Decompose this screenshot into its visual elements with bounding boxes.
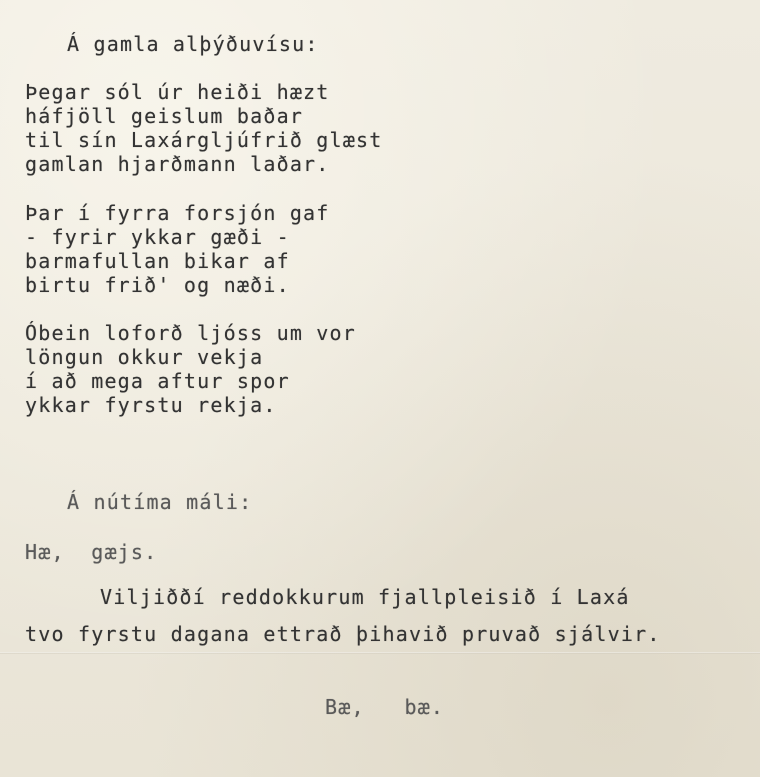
stanza1-line3: til sín Laxárgljúfrið glæst <box>25 128 383 152</box>
heading-old-verse: Á gamla alþýðuvísu: <box>67 32 319 56</box>
stanza2-line2: - fyrir ykkar gæði - <box>25 225 290 249</box>
closing-signoff: Bæ, bæ. <box>325 695 445 719</box>
stanza3-line1: Óbein loforð ljóss um vor <box>25 321 357 345</box>
stanza3-line2: löngun okkur vekja <box>25 345 264 369</box>
stanza1-line4: gamlan hjarðmann laðar. <box>25 152 330 176</box>
body-line-1: Viljiððí reddokkurum fjallpleisið í Laxá <box>100 585 630 609</box>
paper-fold-crease <box>0 652 760 654</box>
stanza2-line1: Þar í fyrra forsjón gaf <box>25 201 330 225</box>
stanza1-line1: Þegar sól úr heiði hæzt <box>25 80 330 104</box>
stanza2-line4: birtu frið' og næði. <box>25 273 290 297</box>
greeting: Hæ, gæjs. <box>25 540 158 564</box>
stanza1-line2: háfjöll geislum baðar <box>25 104 304 128</box>
stanza3-line3: í að mega aftur spor <box>25 369 290 393</box>
stanza3-line4: ykkar fyrstu rekja. <box>25 393 277 417</box>
stanza2-line3: barmafullan bikar af <box>25 249 290 273</box>
heading-modern-language: Á nútíma máli: <box>67 490 253 514</box>
body-line-2: tvo fyrstu dagana ettrað þihavið pruvað sjálvir. <box>25 622 661 646</box>
